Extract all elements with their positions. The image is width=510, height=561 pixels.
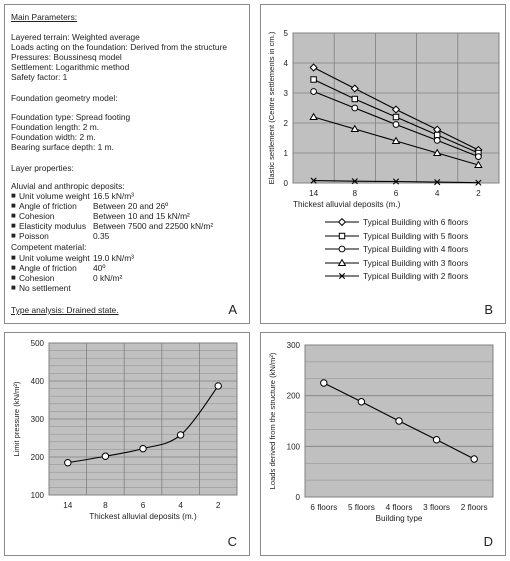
data-point-circle <box>352 105 358 111</box>
y-tick-label: 100 <box>286 442 300 452</box>
y-axis-label: Elastic settlement (Centre settlements in cm.) <box>267 31 276 185</box>
legend-swatch <box>325 271 359 281</box>
bullet-icon: ■ <box>11 253 16 262</box>
bullet-icon: ■ <box>11 263 16 272</box>
foundation-length-text: Foundation length: 2 m. <box>11 122 99 132</box>
prop-value: 0.35 <box>93 231 110 241</box>
bullet-icon: ■ <box>11 273 16 282</box>
y-tick-label: 3 <box>283 89 288 98</box>
data-point <box>177 432 183 438</box>
bullet-icon: ■ <box>11 221 16 230</box>
y-axis-label: Limit pressure (kN/m²) <box>12 381 21 457</box>
prop-name: Angle of friction <box>19 263 77 273</box>
legend-swatch <box>325 244 359 254</box>
loads-text: Loads acting on the foundation: Derived from the structure <box>11 42 228 52</box>
panel-label: D <box>483 534 493 549</box>
competent-title: Competent material: <box>11 242 87 252</box>
panel-label: C <box>227 534 237 549</box>
x-tick-label: 8 <box>352 189 358 198</box>
data-point <box>140 445 146 451</box>
prop-value: Between 10 and 15 kN/m² <box>93 211 190 221</box>
prop-name: Unit volume weight <box>19 253 90 263</box>
y-tick-label: 5 <box>283 29 288 38</box>
y-tick-label: 300 <box>30 415 44 424</box>
prop-value: 40º <box>93 263 106 273</box>
prop-name: No settlement <box>19 283 71 293</box>
foundation-width-text: Foundation width: 2 m. <box>11 132 96 142</box>
data-point-circle <box>311 89 317 95</box>
y-tick-label: 200 <box>30 453 44 462</box>
prop-name: Cohesion <box>19 273 55 283</box>
y-tick-label: 0 <box>295 493 300 502</box>
y-tick-label: 1 <box>283 149 288 158</box>
panel-label: B <box>484 302 493 317</box>
data-point <box>396 418 402 424</box>
type-analysis-text: Type analysis: Drained state. <box>11 305 119 315</box>
layer-properties-title: Layer properties: <box>11 163 74 173</box>
legend-swatch <box>325 217 359 227</box>
data-point <box>471 456 477 462</box>
data-point <box>215 383 221 389</box>
data-point-circle <box>434 138 440 144</box>
data-point <box>65 460 71 466</box>
prop-name: Angle of friction <box>19 201 77 211</box>
bullet-icon: ■ <box>11 283 16 292</box>
prop-value: 0 kN/m² <box>93 273 123 283</box>
bullet-icon: ■ <box>11 231 16 240</box>
x-tick-label: 4 <box>434 189 440 198</box>
alluvial-title: Aluvial and anthropic deposits: <box>11 181 125 191</box>
data-point <box>358 399 364 405</box>
data-point-circle <box>393 122 399 128</box>
data-point-square <box>352 96 357 101</box>
x-tick-label: 6 <box>393 189 399 198</box>
loads-chart <box>261 333 505 555</box>
limit-pressure-chart <box>5 333 249 555</box>
prop-value: Between 20 and 26º <box>93 201 169 211</box>
x-tick-label: 14 <box>309 189 319 198</box>
x-tick-label: 6 floors <box>310 503 338 512</box>
panel-a-parameters <box>4 4 250 324</box>
y-tick-label: 200 <box>286 391 300 401</box>
y-tick-label: 100 <box>30 491 44 500</box>
foundation-geometry-title: Foundation geometry model: <box>11 93 118 103</box>
x-tick-label: 4 <box>178 501 183 510</box>
y-tick-label: 400 <box>30 377 44 386</box>
bearing-depth-text: Bearing surface depth: 1 m. <box>11 142 114 152</box>
y-tick-label: 500 <box>30 339 44 348</box>
data-point <box>102 453 108 459</box>
legend-marker-circle <box>339 246 345 252</box>
legend-label: Typical Building with 5 floors <box>363 230 469 241</box>
prop-value: Between 7500 and 22500 kN/m² <box>93 221 214 231</box>
legend-swatch <box>325 231 359 241</box>
legend-swatch <box>325 258 359 268</box>
x-axis-label: Thickest alluvial deposits (m.) <box>89 512 197 521</box>
layered-terrain: Layered terrain: Weighted average <box>11 32 140 42</box>
x-tick-label: 4 floors <box>385 503 413 512</box>
y-tick-label: 4 <box>283 59 288 68</box>
prop-name: Unit volume weight <box>19 191 90 201</box>
bullet-icon: ■ <box>11 191 16 200</box>
y-tick-label: 0 <box>283 179 288 188</box>
y-axis-label: Loads derived from the structure (kN/m²) <box>268 352 277 490</box>
x-tick-label: 2 <box>476 189 481 198</box>
x-tick-label: 3 floors <box>423 503 451 512</box>
data-point-square <box>393 114 398 119</box>
prop-name: Cohesion <box>19 211 55 221</box>
settlement-text: Settlement: Logarithmic method <box>11 62 130 72</box>
legend-marker-square <box>339 233 344 238</box>
legend-label: Typical Building with 4 floors <box>363 244 469 254</box>
bullet-icon: ■ <box>11 211 16 220</box>
x-tick-label: 5 floors <box>347 503 375 512</box>
data-point-circle <box>476 154 482 160</box>
foundation-type-text: Foundation type: Spread footing <box>11 112 131 122</box>
prop-name: Poisson <box>19 231 49 241</box>
y-tick-label: 2 <box>283 119 288 128</box>
prop-name: Elasticity modulus <box>19 221 87 231</box>
legend-label: Typical Building with 3 floors <box>363 257 469 268</box>
x-tick-label: 6 <box>140 501 146 510</box>
x-tick-label: 2 <box>215 501 221 510</box>
panel-b-settlement-chart <box>260 4 506 324</box>
data-point-square <box>311 77 316 82</box>
prop-value: 16.5 kN/m³ <box>93 191 134 201</box>
data-point <box>321 380 327 386</box>
bullet-icon: ■ <box>11 201 16 210</box>
panel-c-limit-pressure-chart <box>4 332 250 556</box>
main-parameters-title: Main Parameters: <box>11 12 78 22</box>
panel-d-loads-chart <box>260 332 506 556</box>
x-tick-label: 14 <box>63 501 73 510</box>
data-point-square <box>434 132 439 137</box>
prop-value: 19.0 kN/m³ <box>93 253 134 263</box>
y-tick-label: 300 <box>286 341 300 350</box>
legend-label: Typical Building with 2 floors <box>363 271 469 281</box>
safety-factor-text: Safety factor: 1 <box>11 72 68 82</box>
x-tick-label: 2 floors <box>460 503 488 512</box>
legend-marker-diamond <box>339 219 346 226</box>
panel-label: A <box>228 302 237 317</box>
x-axis-label: Building type <box>375 514 423 523</box>
pressures-text: Pressures: Boussinesq model <box>11 52 122 62</box>
legend-label: Typical Building with 6 floors <box>363 217 469 227</box>
x-axis-label: Thickest alluvial deposits (m.) <box>293 200 401 209</box>
data-point <box>433 437 439 443</box>
x-tick-label: 8 <box>103 501 108 510</box>
